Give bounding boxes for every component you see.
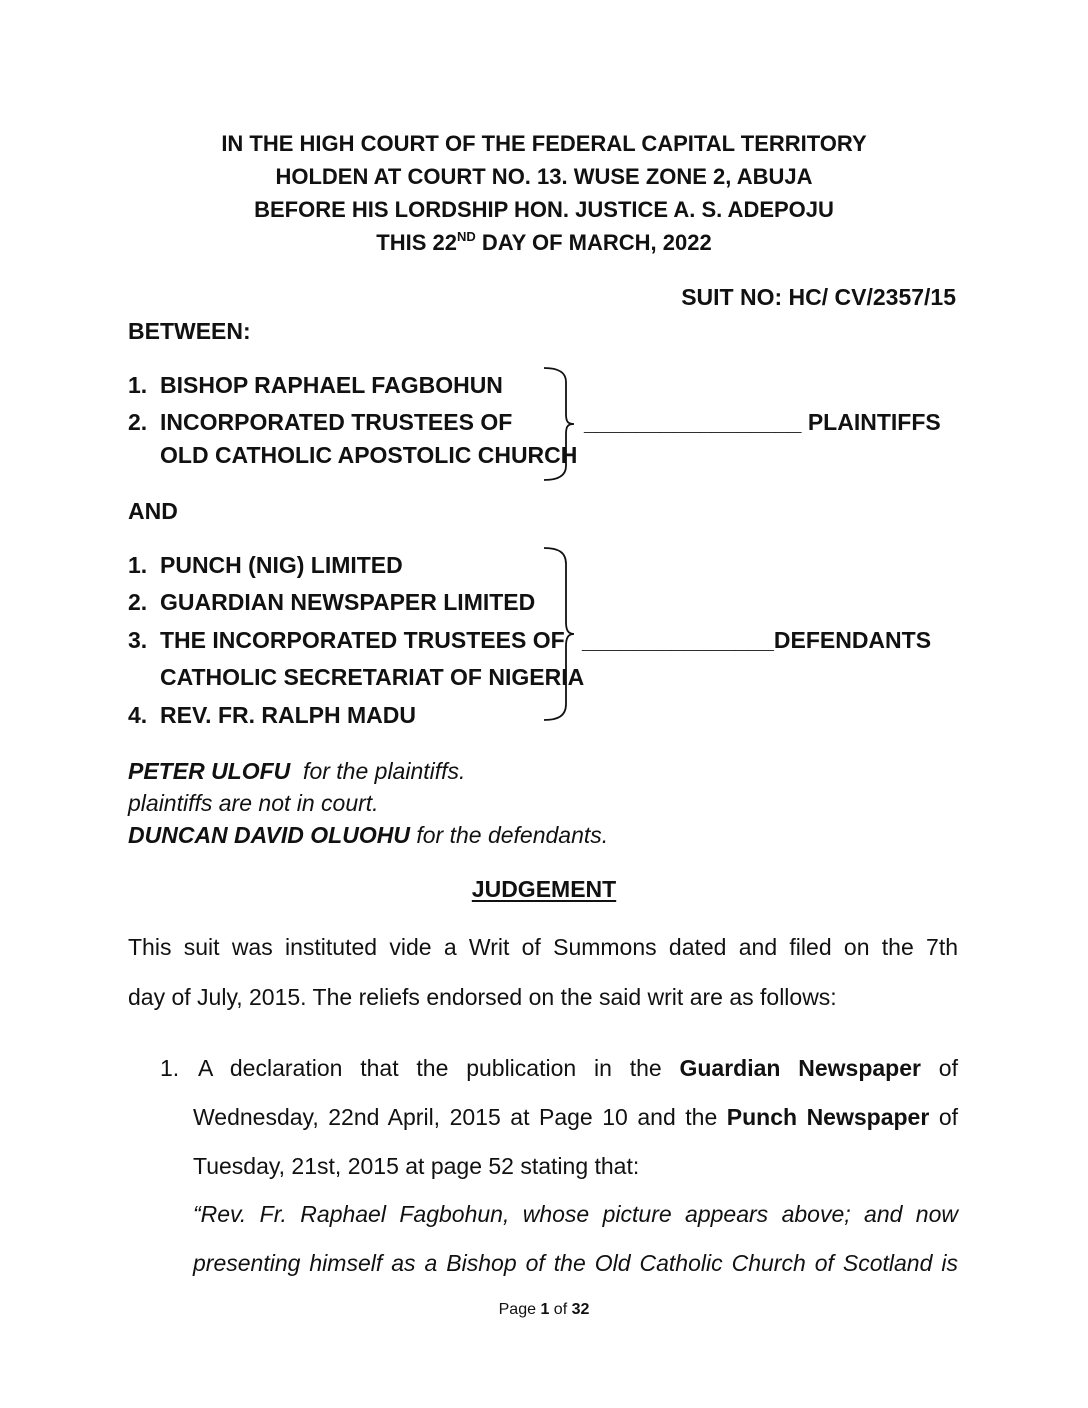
defendants-brace — [540, 546, 576, 722]
plaintiff-item: 1. BISHOP RAPHAEL FAGBOHUN — [128, 372, 503, 398]
plaintiffs-role-label: _________________ PLAINTIFFS — [584, 409, 941, 435]
between-label: BETWEEN: — [128, 318, 251, 344]
defendant-item-continued: CATHOLIC SECRETARIAT OF NIGERIA — [160, 664, 585, 690]
quoted-publication-line: “Rev. Fr. Raphael Fagbohun, whose picture appears above; and now — [193, 1201, 958, 1227]
quoted-publication-line: presenting himself as a Bishop of the Old Catholic Church of Scotland is — [193, 1250, 958, 1276]
plaintiff-item-continued: OLD CATHOLIC APOSTOLIC CHURCH — [160, 442, 578, 468]
court-title: IN THE HIGH COURT OF THE FEDERAL CAPITAL TERRITORY — [221, 131, 867, 156]
hearing-date: THIS 22ND DAY OF MARCH, 2022 — [376, 229, 712, 255]
plaintiff-counsel-line: PETER ULOFU for the plaintiffs. — [128, 758, 466, 784]
relief-line: Tuesday, 21st, 2015 at page 52 stating that: — [193, 1153, 640, 1179]
intro-paragraph-line: day of July, 2015. The reliefs endorsed on the said writ are as follows: — [128, 984, 837, 1010]
suit-number: SUIT NO: HC/ CV/2357/15 — [681, 284, 956, 310]
defendant-item: 3. THE INCORPORATED TRUSTEES OF — [128, 627, 565, 653]
plaintiff-item: 2. INCORPORATED TRUSTEES OF — [128, 409, 513, 435]
defendant-counsel-line: DUNCAN DAVID OLUOHU for the defendants. — [128, 822, 609, 848]
defendant-item: 4. REV. FR. RALPH MADU — [128, 702, 416, 728]
relief-line: Wednesday, 22nd April, 2015 at Page 10 and the Punch Newspaper of — [193, 1104, 959, 1130]
judgement-heading: JUDGEMENT — [471, 876, 617, 902]
court-location: HOLDEN AT COURT NO. 13. WUSE ZONE 2, ABUJA — [275, 164, 813, 189]
presiding-judge: BEFORE HIS LORDSHIP HON. JUSTICE A. S. ADEPOJU — [254, 197, 834, 222]
defendant-item: 1. PUNCH (NIG) LIMITED — [128, 552, 403, 578]
defendant-item: 2. GUARDIAN NEWSPAPER LIMITED — [128, 589, 536, 615]
plaintiffs-absent-note: plaintiffs are not in court. — [128, 790, 379, 816]
and-label: AND — [128, 498, 178, 524]
relief-number: 1. — [160, 1055, 180, 1081]
page-number-footer: Page 1 of 32 — [498, 1301, 590, 1318]
defendants-role-label: _______________DEFENDANTS — [582, 627, 932, 653]
intro-paragraph-line: This suit was instituted vide a Writ of Summons dated and filed on the 7th — [128, 934, 958, 960]
plaintiffs-brace — [540, 366, 576, 482]
relief-line: A declaration that the publication in the Guardian Newspaper of — [198, 1055, 958, 1081]
